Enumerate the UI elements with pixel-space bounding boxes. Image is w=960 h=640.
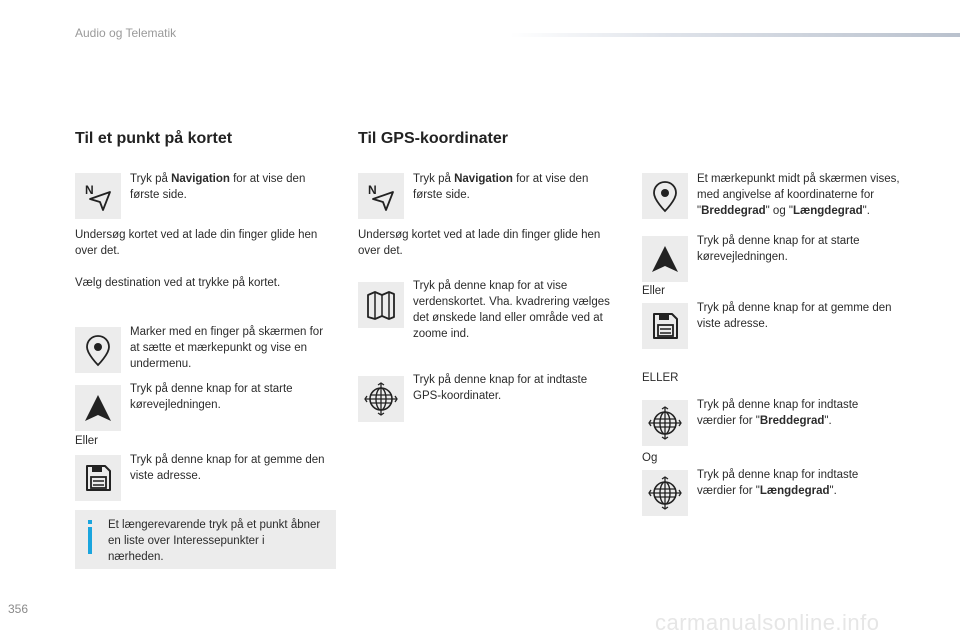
navigation-arrow-icon: [75, 173, 121, 219]
guidance-arrow-icon: [75, 385, 121, 431]
globe-coordinates-icon: [642, 400, 688, 446]
left-save-text: Tryk på denne knap for at gemme den viste adresse.: [130, 454, 325, 482]
right-lat-text: Tryk på denne knap for indtaste værdier for "Breddegrad".: [697, 399, 859, 427]
world-map-icon: [358, 282, 404, 328]
left-or-label: Eller: [75, 435, 99, 447]
globe-coordinates-icon: [358, 376, 404, 422]
right-and-label: Og: [642, 452, 658, 464]
section-title-gps: Til GPS-koordinater: [358, 130, 508, 147]
right-lon-text: Tryk på denne knap for indtaste værdier for "Længdegrad".: [697, 469, 859, 497]
left-explore-text: Undersøg kortet ved at lade din finger glide hen over det.: [75, 229, 318, 257]
map-pin-icon: [75, 327, 121, 373]
right-save-text: Tryk på denne knap for at gemme den viste adresse.: [697, 302, 892, 330]
right-or-label: Eller: [642, 285, 666, 297]
middle-nav-instruction: Tryk på Navigation for at vise den første side.: [413, 173, 589, 201]
right-start-text: Tryk på denne knap for at starte kørevejledningen.: [697, 235, 860, 263]
guidance-arrow-icon: [642, 236, 688, 282]
left-start-text: Tryk på denne knap for at starte kørevejledningen.: [130, 383, 293, 411]
watermark: carmanualsonline.info: [655, 610, 880, 635]
middle-worldmap-text: Tryk på denne knap for at vise verdenskortet. Vha. kvadrering vælges det ønskede land eller område ved at zoome ind.: [413, 280, 610, 340]
middle-explore-text: Undersøg kortet ved at lade din finger glide hen over det.: [358, 229, 601, 257]
section-title-map-point: Til et punkt på kortet: [75, 130, 233, 147]
right-or-upper-label: ELLER: [642, 372, 679, 384]
navigation-arrow-icon: [358, 173, 404, 219]
right-marker-text: Et mærkepunkt midt på skærmen vises, med angivelse af koordinaterne for "Breddegrad" og "Længdegrad".: [697, 173, 900, 217]
info-box: [75, 510, 336, 569]
page-number: 356: [8, 602, 29, 616]
svg-text:N: N: [85, 183, 94, 197]
globe-coordinates-icon: [642, 470, 688, 516]
info-text: Et længerevarende tryk på et punkt åbner en liste over Interessepunkter i nærheden.: [108, 519, 321, 563]
map-pin-icon: [642, 173, 688, 219]
left-marker-text: Marker med en finger på skærmen for at sætte et mærkepunkt og vise en undermenu.: [130, 326, 324, 370]
save-disk-icon: [75, 455, 121, 501]
running-header: Audio og Telematik: [75, 26, 177, 40]
left-nav-instruction: Tryk på Navigation for at vise den første side.: [130, 173, 306, 201]
svg-text:N: N: [368, 183, 377, 197]
header-decorative-bar: [510, 33, 960, 37]
info-icon: [88, 520, 92, 554]
save-disk-icon: [642, 303, 688, 349]
left-select-text: Vælg destination ved at trykke på kortet.: [75, 277, 281, 289]
middle-gps-text: Tryk på denne knap for at indtaste GPS-koordinater.: [413, 374, 588, 402]
